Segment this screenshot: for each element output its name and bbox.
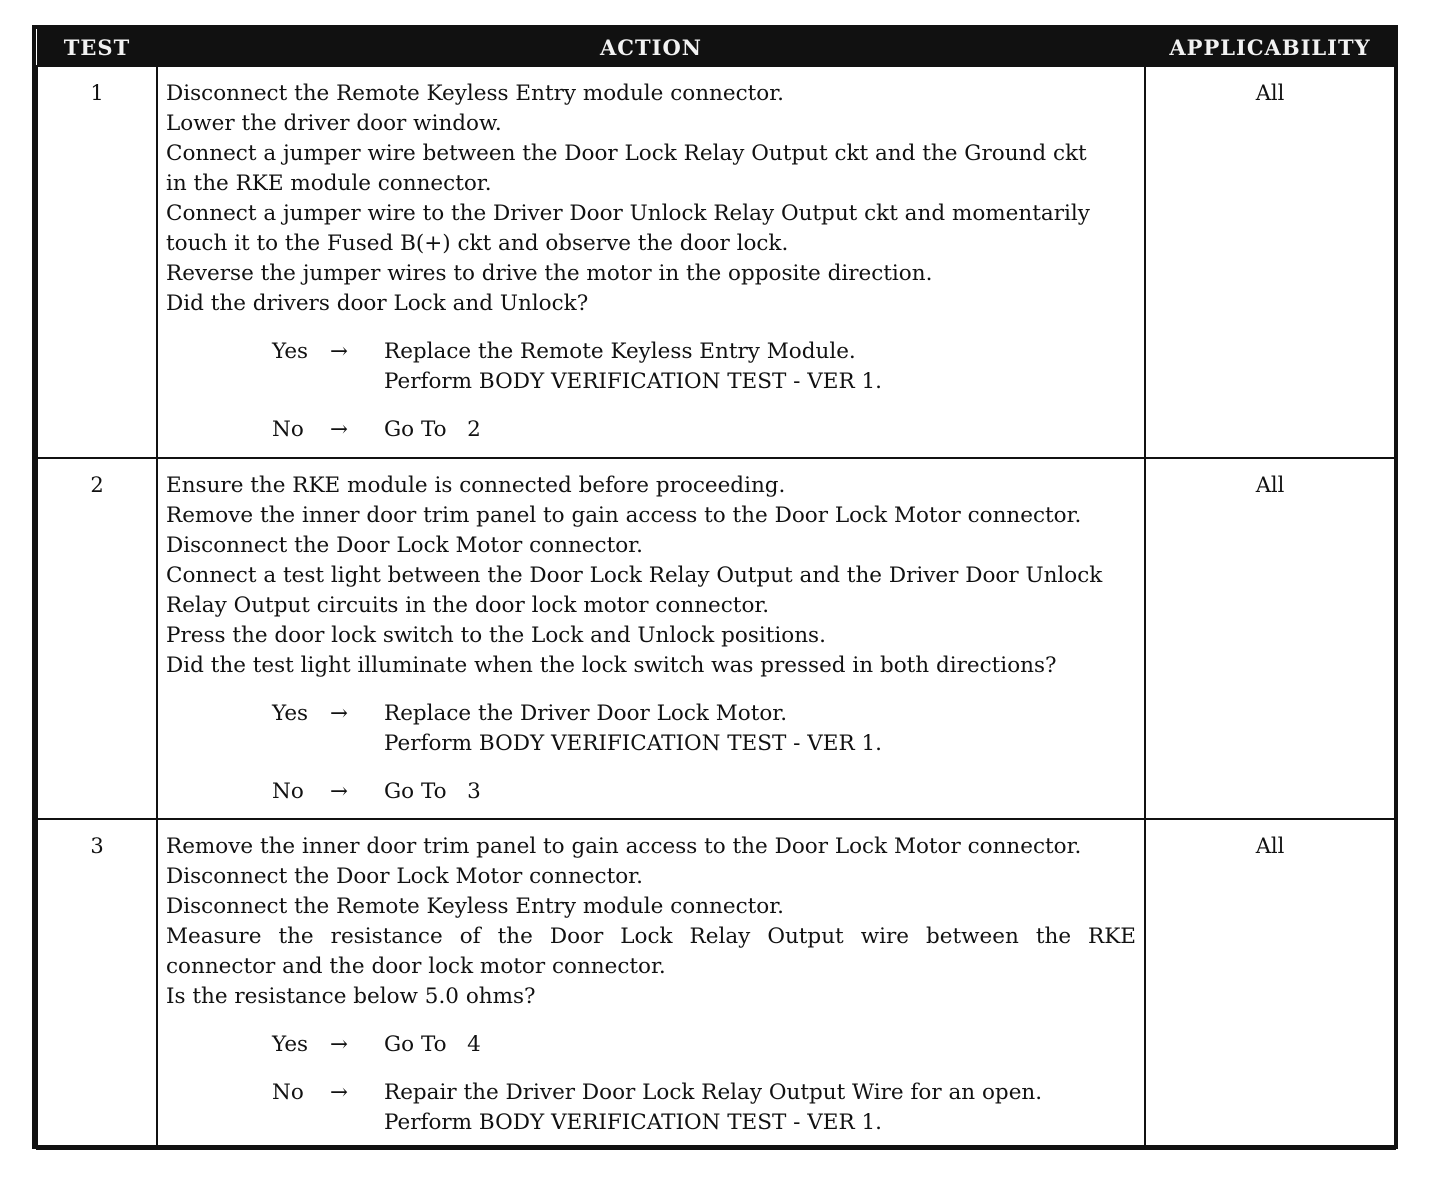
arrow-icon: →: [330, 779, 349, 804]
outcome-line: Replace the Driver Door Lock Motor.: [384, 701, 788, 726]
header-test: TEST: [37, 29, 157, 66]
diagnostic-table-container: [32, 25, 1398, 1149]
action-line: Relay Output circuits in the door lock motor connector.: [166, 593, 770, 618]
outcome-line: Perform BODY VERIFICATION TEST - VER 1.: [384, 731, 883, 756]
action-line: Disconnect the Remote Keyless Entry module connector.: [166, 81, 784, 106]
yes-outcome: [384, 699, 882, 759]
action-line: Connect a jumper wire to the Driver Door Unlock Relay Output ckt and momentarily: [166, 201, 1090, 226]
yes-outcome: [384, 337, 882, 397]
arrow-icon: →: [330, 417, 349, 442]
action-line: Press the door lock switch to the Lock and Unlock positions.: [166, 623, 826, 648]
action-line: Connect a test light between the Door Lock Relay Output and the Driver Door Unlock: [166, 563, 1103, 588]
table-row: [37, 66, 1395, 458]
no-outcome: [384, 415, 481, 445]
header-row: [37, 29, 1395, 66]
test-number: 1: [37, 66, 157, 458]
action-line: Reverse the jumper wires to drive the motor in the opposite direction.: [166, 261, 933, 286]
table-row: [37, 458, 1395, 819]
action-line: Measure the resistance of the Door Lock Relay Output wire between the RKE: [166, 924, 1136, 949]
no-label: No: [272, 417, 304, 442]
action-line: Connect a jumper wire between the Door Lock Relay Output ckt and the Ground ckt: [166, 141, 1087, 166]
yes-outcome: [384, 1030, 481, 1060]
table-row: [37, 819, 1395, 1149]
test-number: 2: [37, 458, 157, 819]
arrow-icon: →: [330, 1080, 349, 1105]
applicability: All: [1145, 458, 1395, 819]
arrow-icon: →: [330, 701, 349, 726]
yes-label: Yes: [272, 1032, 309, 1057]
outcome-line: Go To 2: [384, 417, 481, 442]
action-cell: [157, 458, 1145, 819]
no-outcome: [384, 777, 481, 807]
outcome-line: Perform BODY VERIFICATION TEST - VER 1.: [384, 1110, 883, 1135]
action-line: Is the resistance below 5.0 ohms?: [166, 984, 536, 1009]
result-no: [166, 1078, 1136, 1138]
no-label: No: [272, 1080, 304, 1105]
outcome-line: Go To 4: [384, 1032, 481, 1057]
no-outcome: [384, 1078, 1042, 1138]
action-line: Ensure the RKE module is connected before proceeding.: [166, 473, 786, 498]
action-line: Disconnect the Door Lock Motor connector.: [166, 864, 643, 889]
result-yes: [166, 1030, 1136, 1060]
result-no: [166, 415, 1136, 445]
action-cell: [157, 819, 1145, 1149]
yes-label: Yes: [272, 339, 309, 364]
action-line: Lower the driver door window.: [166, 111, 502, 136]
result-yes: [166, 699, 1136, 759]
test-number: 3: [37, 819, 157, 1149]
no-label: No: [272, 779, 304, 804]
header-action: ACTION: [157, 29, 1145, 66]
arrow-icon: →: [330, 339, 349, 364]
action-line: Did the drivers door Lock and Unlock?: [166, 291, 589, 316]
header-applicability: APPLICABILITY: [1145, 29, 1395, 66]
action-line: in the RKE module connector.: [166, 171, 492, 196]
action-line: Remove the inner door trim panel to gain access to the Door Lock Motor connector.: [166, 503, 1082, 528]
action-line: connector and the door lock motor connector.: [166, 954, 666, 979]
applicability: All: [1145, 819, 1395, 1149]
action-cell: [157, 66, 1145, 458]
action-line: Disconnect the Door Lock Motor connector.: [166, 533, 643, 558]
diagnostic-table: [36, 29, 1396, 1150]
outcome-line: Go To 3: [384, 779, 481, 804]
arrow-icon: →: [330, 1032, 349, 1057]
outcome-line: Repair the Driver Door Lock Relay Output Wire for an open.: [384, 1080, 1043, 1105]
result-no: [166, 777, 1136, 807]
outcome-line: Replace the Remote Keyless Entry Module.: [384, 339, 856, 364]
outcome-line: Perform BODY VERIFICATION TEST - VER 1.: [384, 369, 883, 394]
yes-label: Yes: [272, 701, 309, 726]
result-yes: [166, 337, 1136, 397]
action-line: touch it to the Fused B(+) ckt and observe the door lock.: [166, 231, 789, 256]
action-line: Disconnect the Remote Keyless Entry module connector.: [166, 894, 784, 919]
action-line: Remove the inner door trim panel to gain access to the Door Lock Motor connector.: [166, 834, 1082, 859]
applicability: All: [1145, 66, 1395, 458]
action-line: Did the test light illuminate when the lock switch was pressed in both directions?: [166, 653, 1057, 678]
